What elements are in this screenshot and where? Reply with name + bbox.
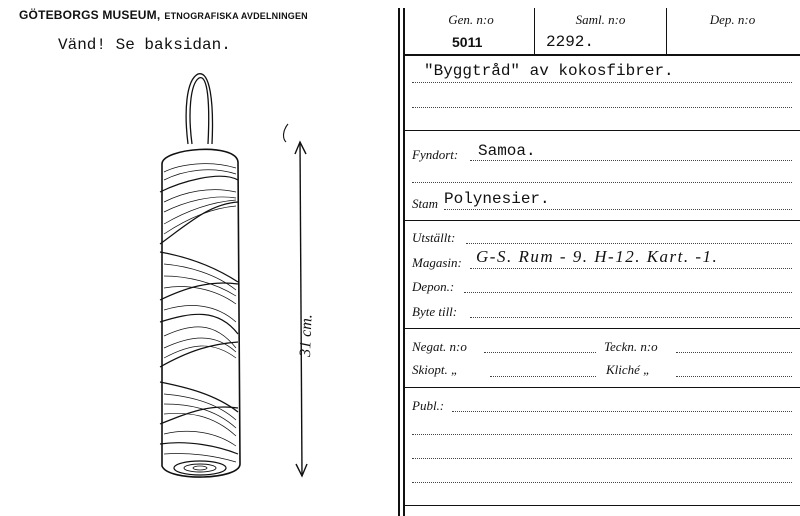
catalog-card: [398, 0, 800, 516]
card-left-double-rule-inner: [403, 8, 405, 516]
publ-label: Publ.:: [412, 398, 445, 413]
cord-bundle-drawing: [140, 52, 340, 492]
publ-dotted-line-1: [452, 411, 792, 412]
gen-no-label: Gen. n:o: [448, 12, 494, 27]
kliche-label: Kliché „: [606, 362, 651, 377]
stam-rule: [405, 220, 800, 221]
skiopt-label: Skiopt. „: [412, 362, 459, 377]
teckn-dotted-line: [676, 352, 792, 353]
saml-no-value: 2292.: [546, 33, 595, 51]
stam-dotted-line: [444, 209, 792, 210]
fyndort-value: Samoa.: [478, 142, 536, 160]
saml-no-label: Saml. n:o: [575, 12, 626, 27]
object-title: "Byggtråd" av kokosfibrer.: [424, 62, 674, 80]
museum-name: GÖTEBORGS MUSEUM,: [19, 8, 161, 22]
department-name: ETNOGRAFISKA AVDELNINGEN: [164, 11, 308, 21]
fyndort-label: Fyndort:: [412, 147, 459, 162]
magasin-dotted-line: [470, 268, 792, 269]
gen-no-value: 5011: [452, 34, 483, 50]
utstallt-label: Utställt:: [412, 230, 456, 245]
header-rule: [405, 54, 800, 56]
magasin-label: Magasin:: [412, 255, 462, 270]
card-bottom-rule: [405, 505, 800, 506]
fyndort-dotted-line-2: [412, 182, 792, 183]
card-left-double-rule: [398, 8, 400, 516]
negat-dotted-line: [484, 352, 596, 353]
teckn-label: Teckn. n:o: [604, 339, 658, 354]
depon-label: Depon.:: [412, 279, 455, 294]
skiopt-dotted-line: [490, 376, 596, 377]
cord-body: [160, 149, 240, 477]
dep-no-label: Dep. n:o: [709, 12, 756, 27]
depon-dotted-line: [464, 292, 792, 293]
title-dotted-line: [412, 82, 792, 83]
stam-label: Stam: [412, 196, 438, 211]
stam-value: Polynesier.: [444, 190, 550, 208]
publ-dotted-line-4: [412, 482, 792, 483]
negat-label: Negat. n:o: [412, 339, 467, 354]
publ-dotted-line-2: [412, 434, 792, 435]
kliche-rule: [405, 387, 800, 388]
byte-rule: [405, 328, 800, 329]
kliche-dotted-line: [676, 376, 792, 377]
turn-over-note: Vänd! Se baksidan.: [58, 36, 231, 54]
byte-dotted-line: [470, 317, 792, 318]
utstallt-dotted-line: [466, 243, 792, 244]
byte-label: Byte till:: [412, 304, 458, 319]
publ-dotted-line-3: [412, 458, 792, 459]
fyndort-dotted-line: [470, 160, 792, 161]
measure-arrow: [284, 124, 307, 476]
museum-header: [19, 8, 308, 22]
measure-label: 31 cm.: [297, 313, 316, 358]
title-rule: [405, 130, 800, 131]
magasin-value: G-S. Rum - 9. H-12. Kart. -1.: [476, 247, 719, 266]
title-dotted-line-2: [412, 107, 792, 108]
cord-loop: [186, 74, 212, 144]
